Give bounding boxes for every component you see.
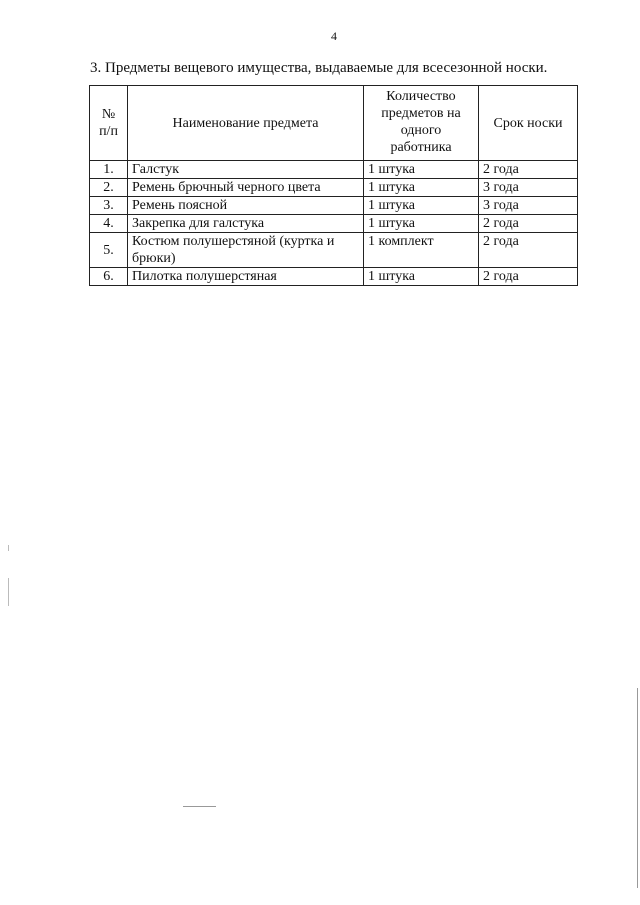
row-item-name: Ремень брючный черного цвета [128, 179, 364, 197]
scan-margin-mark [8, 545, 9, 551]
row-quantity: 1 штука [364, 161, 479, 179]
header-wear-term: Срок носки [479, 86, 578, 161]
scan-margin-mark [8, 578, 9, 606]
table-row [90, 268, 578, 286]
table-header-row [90, 86, 578, 161]
row-wear-term: 2 года [479, 268, 578, 286]
row-wear-term: 3 года [479, 197, 578, 215]
table-row [90, 233, 578, 268]
header-quantity-line-3: одного [400, 123, 442, 138]
header-quantity-line-4: работника [390, 140, 452, 155]
section-title: 3. Предметы вещевого имущества, выдаваемые для всесезонной носки. [90, 60, 548, 76]
header-number-line-2: п/п [99, 124, 118, 139]
row-item-name: Закрепка для галстука [128, 215, 364, 233]
row-wear-term: 2 года [479, 215, 578, 233]
row-number: 1. [90, 161, 128, 179]
items-table [89, 85, 578, 286]
row-number: 6. [90, 268, 128, 286]
row-wear-term: 3 года [479, 179, 578, 197]
scan-footer-dash [183, 806, 216, 807]
row-number: 5. [90, 233, 128, 268]
header-number [90, 86, 128, 161]
row-quantity: 1 комплект [364, 233, 479, 268]
row-wear-term: 2 года [479, 161, 578, 179]
row-quantity: 1 штука [364, 215, 479, 233]
header-quantity-line-1: Количество [386, 89, 456, 104]
header-number-line-1: № [101, 107, 116, 122]
row-number: 4. [90, 215, 128, 233]
row-number: 3. [90, 197, 128, 215]
row-quantity: 1 штука [364, 179, 479, 197]
page-number: 4 [331, 29, 337, 43]
row-item-name: Пилотка полушерстяная [128, 268, 364, 286]
row-number: 2. [90, 179, 128, 197]
header-quantity-line-2: предметов на [381, 106, 461, 121]
row-item-name: Галстук [128, 161, 364, 179]
header-item-name: Наименование предмета [128, 86, 364, 161]
row-quantity: 1 штука [364, 268, 479, 286]
table-row [90, 197, 578, 215]
row-wear-term: 2 года [479, 233, 578, 268]
table-row [90, 179, 578, 197]
row-item-name: Костюм полушерстяной (куртка и брюки) [128, 233, 364, 268]
table-row [90, 215, 578, 233]
row-item-name: Ремень поясной [128, 197, 364, 215]
row-quantity: 1 штука [364, 197, 479, 215]
header-quantity [364, 86, 479, 161]
scan-edge-line [637, 688, 638, 888]
table-row [90, 161, 578, 179]
